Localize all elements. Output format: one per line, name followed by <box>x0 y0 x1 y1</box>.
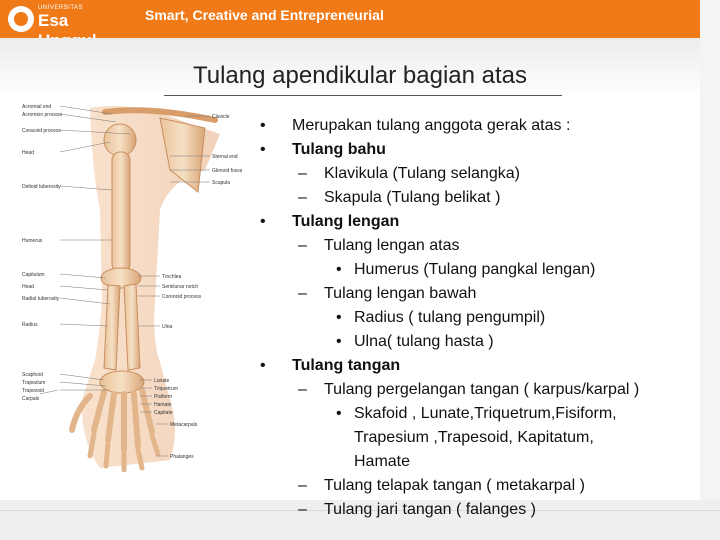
label-coronoid: Coronoid process <box>162 294 202 300</box>
logo-text: Esa <box>38 11 69 30</box>
bullet-text: Skafoid , Lunate,Triquetrum,Fisiform, <box>354 405 617 422</box>
bullet-marker: – <box>298 477 307 494</box>
label-semilunar-notch: Semilunar notch <box>162 284 199 290</box>
label-capitate: Capitate <box>154 410 173 416</box>
bullet-text: Tulang telapak tangan ( metakarpal ) <box>324 477 585 494</box>
bullet-item <box>260 138 386 162</box>
logo-subtext: UNIVERSITAS <box>38 5 84 11</box>
label-radius: Radius <box>22 322 38 328</box>
label-acromial-end: Acromial end <box>22 104 52 110</box>
bullet-text: Humerus (Tulang pangkal lengan) <box>354 261 596 278</box>
bullet-marker: – <box>298 237 307 254</box>
bullet-item <box>260 210 400 234</box>
label-capitulum: Capitulum <box>22 272 45 278</box>
bullet-item <box>298 162 520 186</box>
bullet-marker: • <box>336 333 342 350</box>
bullet-marker: • <box>260 357 266 374</box>
label-scaphoid: Scaphoid <box>22 372 43 378</box>
label-triquetrum: Triquetrum <box>154 386 178 392</box>
label-scapula: Scapula <box>212 180 231 186</box>
bullet-item <box>336 330 494 354</box>
bullet-marker: – <box>298 381 307 398</box>
bullet-text: Klavikula (Tulang selangka) <box>324 165 520 182</box>
label-metacarpals: Metacarpals <box>170 422 198 428</box>
label-coracoid: Coracoid process <box>22 128 61 134</box>
bullet-marker: • <box>336 309 342 326</box>
bullet-item <box>298 378 640 402</box>
bullet-text: Tulang lengan bawah <box>324 285 477 302</box>
label-deltoid: Deltoid tuberosity <box>22 184 61 190</box>
label-humerus: Humerus <box>22 238 43 244</box>
bullet-item <box>298 282 477 306</box>
bullet-text: Hamate <box>354 453 411 470</box>
bullet-item <box>298 498 536 522</box>
bullet-item <box>336 258 596 282</box>
bullet-text: Tulang lengan atas <box>324 237 460 254</box>
bullet-text: Ulna( tulang hasta ) <box>354 333 494 350</box>
bullet-text: Trapesium ,Trapesoid, Kapitatum, <box>354 429 594 446</box>
bullet-marker: • <box>336 261 342 278</box>
label-radial-tuberosity: Radial tuberosity <box>22 296 60 302</box>
bullet-text: Tulang tangan <box>292 357 401 374</box>
bullet-marker: – <box>298 285 307 302</box>
label-head-humerus: Head <box>22 150 34 156</box>
bullet-text: Merupakan tulang anggota gerak atas : <box>292 117 571 134</box>
bullet-text: Tulang jari tangan ( falanges ) <box>324 501 536 518</box>
bullet-item <box>298 234 460 258</box>
title-underline <box>164 95 562 96</box>
label-sternal-end: Sternal end <box>212 154 238 160</box>
arm-skeleton-illustration <box>20 100 242 472</box>
bullet-item <box>260 114 571 138</box>
label-clavicle: Clavicle <box>212 114 230 120</box>
bullet-marker: • <box>336 405 342 422</box>
bullet-marker: • <box>260 213 266 230</box>
bullet-item <box>336 402 617 426</box>
bullet-marker: • <box>260 141 266 158</box>
bullet-item <box>336 306 546 330</box>
header-bar <box>0 0 720 38</box>
bullet-marker: • <box>260 117 266 134</box>
label-pisiform: Pisiform <box>154 394 173 400</box>
label-trapezoid: Trapezoid <box>22 388 45 394</box>
bullet-text: Radius ( tulang pengumpil) <box>354 309 546 326</box>
arm-bones-image <box>20 100 242 472</box>
bullet-item <box>298 186 501 210</box>
bullet-text: Tulang lengan <box>292 213 400 230</box>
label-carpals-left: Carpals <box>22 396 40 402</box>
bullet-marker: – <box>298 165 307 182</box>
bullet-text: Tulang pergelangan tangan ( karpus/karpal ) <box>324 381 640 398</box>
logo-emblem-icon <box>8 6 34 32</box>
label-glenoid: Glenoid fossa <box>212 168 242 174</box>
label-head-radius: Head <box>22 284 34 290</box>
bullet-text: Tulang bahu <box>292 141 386 158</box>
label-trapezium: Trapezium <box>22 380 46 386</box>
bullet-marker: – <box>298 189 307 206</box>
label-hamate: Hamate <box>154 402 172 408</box>
bullet-text: Skapula (Tulang belikat ) <box>324 189 501 206</box>
university-logo[interactable] <box>0 0 130 38</box>
bullet-item <box>298 474 585 498</box>
label-phalanges: Phalanges <box>170 454 194 460</box>
label-lunate: Lunate <box>154 378 170 384</box>
label-trochlea: Trochlea <box>162 274 182 280</box>
bullet-marker: – <box>298 501 307 518</box>
tagline: Smart, Creative and Entrepreneurial <box>145 7 384 23</box>
label-ulna: Ulna <box>162 324 173 330</box>
bullet-item <box>260 354 401 378</box>
slide-title: Tulang apendikular bagian atas <box>192 62 528 89</box>
label-acromion: Acromion process <box>22 112 63 118</box>
